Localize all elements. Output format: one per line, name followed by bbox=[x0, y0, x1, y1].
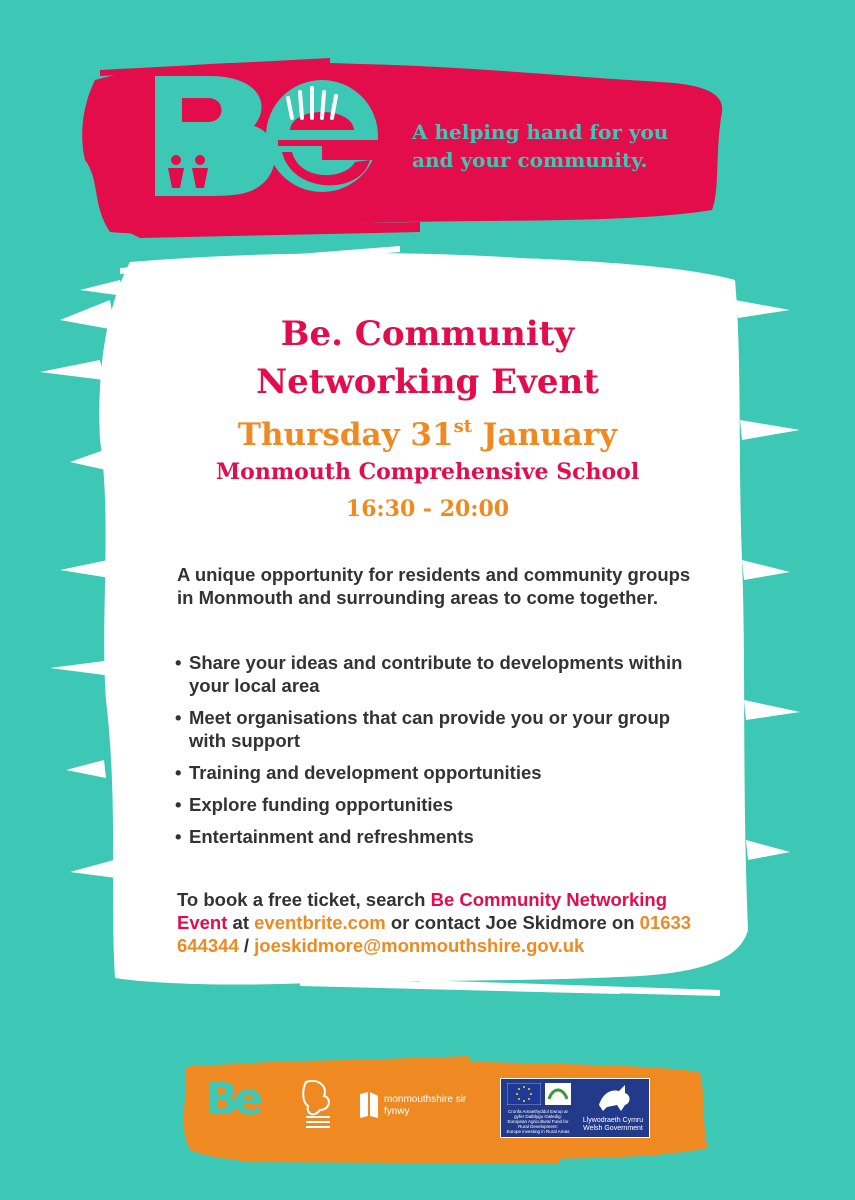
date-main: Thursday 31 bbox=[237, 417, 454, 453]
intro-paragraph: A unique opportunity for residents and community groups in Monmouth and surrounding areas to come together. bbox=[177, 564, 691, 608]
leader-logo-icon bbox=[545, 1083, 571, 1105]
monmouthshire-logo-icon bbox=[358, 1090, 380, 1120]
email-link[interactable]: joeskidmore@monmouthshire.gov.uk bbox=[254, 935, 585, 956]
booking-text-3: or contact Joe Skidmore on bbox=[385, 912, 640, 933]
feature-list bbox=[175, 651, 695, 857]
event-venue: Monmouth Comprehensive School bbox=[215, 459, 640, 485]
search-term: Be Community Networking Event bbox=[177, 889, 668, 933]
slogan bbox=[412, 118, 742, 174]
date-suffix: st bbox=[453, 416, 473, 437]
list-item: • Training and development opportunities bbox=[175, 761, 695, 784]
funding-line: Cronfa Amaethyddol Ewrop ar gyfer Datblygu Gwledig: bbox=[507, 1109, 569, 1119]
slogan-line-2: and your community. bbox=[412, 148, 648, 172]
funding-panel bbox=[500, 1078, 650, 1138]
phone-number[interactable]: 01633 644344 bbox=[177, 912, 692, 956]
booking-info bbox=[177, 888, 717, 957]
booking-separator: / bbox=[238, 935, 255, 956]
event-date bbox=[150, 410, 705, 460]
monmouthshire-text: monmouthshire sir fynwy bbox=[384, 1094, 467, 1117]
list-item: • Entertainment and refreshments bbox=[175, 825, 695, 848]
footer-be-logo: Be bbox=[205, 1074, 259, 1125]
funding-line: European Agricultural Fund for Rural Development: bbox=[507, 1119, 569, 1129]
event-title-line-2: Networking Event bbox=[256, 362, 599, 402]
booking-text-2: at bbox=[227, 912, 255, 933]
funding-text bbox=[503, 1109, 573, 1134]
eu-flag-icon bbox=[507, 1083, 541, 1105]
list-item: • Meet organisations that can provide you or your group with support bbox=[175, 706, 695, 752]
slogan-line-1: A helping hand for you bbox=[412, 120, 669, 144]
eventbrite-link[interactable]: eventbrite.com bbox=[254, 912, 386, 933]
welsh-government-text bbox=[579, 1117, 647, 1133]
list-item: • Explore funding opportunities bbox=[175, 793, 695, 816]
welsh-dragon-icon bbox=[595, 1083, 635, 1113]
gov-line-2: Welsh Government bbox=[583, 1125, 643, 1132]
gov-line-1: Llywodraeth Cymru bbox=[582, 1117, 644, 1124]
date-month: January bbox=[472, 417, 618, 453]
funding-line: Europe investing in Rural Areas bbox=[506, 1129, 570, 1134]
event-title-line-1: Be. Community bbox=[280, 314, 575, 354]
dragon-logo-icon bbox=[298, 1074, 338, 1134]
booking-text-1: To book a free ticket, search bbox=[177, 889, 431, 910]
list-item: • Share your ideas and contribute to developments within your local area bbox=[175, 651, 695, 697]
event-time: 16:30 - 20:00 bbox=[345, 496, 510, 522]
